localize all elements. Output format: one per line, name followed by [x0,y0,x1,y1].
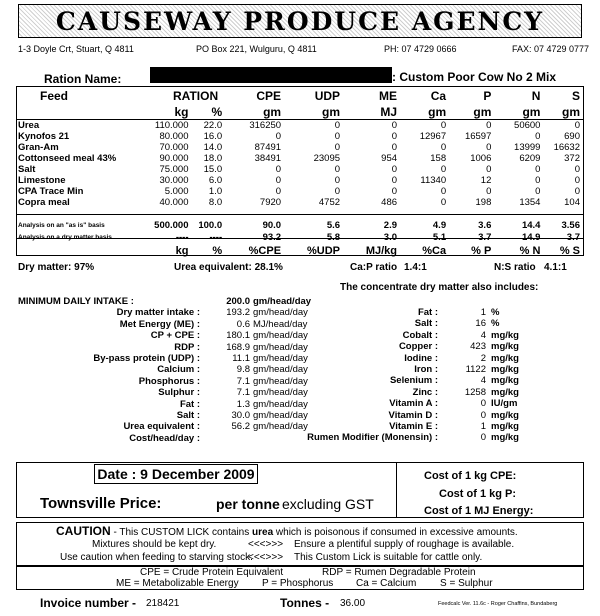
feed-value: 16632 [553,142,580,153]
pricing-divider [396,462,397,518]
as-is-p: 3.6 [478,220,492,231]
concentrate-value: 1 [480,307,486,318]
dry-me: 3.0 [383,231,398,243]
footer-unit-me: MJ/kg [365,244,398,257]
feed-value: 0 [334,131,341,142]
software-version: Feedcalc Ver. 11.6c - Roger Chaffins, Bundaberg [438,601,558,607]
feed-value: 75.000 [159,164,189,175]
feed-value: 0 [535,186,541,197]
min-intake-label: RDP : [174,341,200,353]
concentrate-row [290,432,546,443]
feed-value: 7920 [259,197,282,208]
min-intake-row [18,433,330,444]
min-intake-row [18,330,330,341]
feed-value: 0 [275,175,282,186]
concentrate-value: 0 [480,432,486,444]
feed-value: 80.000 [159,131,189,142]
feed-value: 40.000 [159,197,189,208]
min-intake-unit: gm/head/day [253,307,308,319]
dry-matter-summary: Dry matter: 97% [18,262,95,273]
col-header-me: ME [379,88,398,103]
as-is-s: 3.56 [561,220,580,231]
min-intake-unit: gm/head/day [253,387,308,399]
concentrate-row [290,364,546,375]
feed-value: 50600 [514,120,541,131]
feed-value: 11340 [420,175,447,186]
concentrate-label: Vitamin A : [389,398,438,410]
unit-s: gm [562,104,580,119]
feed-row [18,186,582,197]
feed-value: 0 [440,164,447,175]
min-intake-value: 30.0 [231,410,250,422]
invoice-label: Invoice number - [40,596,137,610]
footer-unit-kg: kg [175,244,189,257]
col-header-p: P [483,88,492,103]
concentrate-value: 0 [480,398,486,410]
feed-name: Kynofos 21 [18,131,70,142]
dry-percent: ---- [209,231,223,243]
concentrate-unit: IU/gm [491,398,518,410]
concentrate-unit: mg/kg [491,375,519,387]
min-intake-value: 7.1 [236,387,250,399]
unit-p: gm [473,104,492,119]
min-intake-row [18,399,330,410]
min-intake-label: Urea equivalent : [123,421,200,433]
concentrate-row [290,330,546,341]
feed-value: 0 [391,142,398,153]
legend-s: S = Sulphur [440,578,493,589]
min-intake-row [18,387,330,398]
min-intake-unit: gm/head/day [253,353,308,365]
feed-value: 1354 [519,197,541,208]
min-intake-label: Cost/head/day : [129,432,200,444]
feed-value: 16.0 [203,131,223,142]
caution-starving: Use caution when feeding to starving stock. [60,552,253,563]
as-is-me: 2.9 [383,220,398,231]
concentrate-label: Zinc : [412,386,438,398]
company-title-banner [18,4,582,38]
feed-value: 16597 [464,131,492,142]
footer-unit-n: % N [519,244,541,257]
feed-value: 70.000 [159,142,189,153]
as-is-percent: 100.0 [198,220,223,231]
ca-p-ratio-label: Ca:P ratio [350,262,398,273]
min-intake-row [18,364,330,375]
cost-me: Cost of 1 MJ Energy: [424,505,534,517]
min-intake-label: CP + CPE : [150,330,200,342]
concentrate-row [290,341,546,352]
min-intake-row [18,421,330,432]
feed-value: 0 [486,142,492,153]
concentrate-row [290,375,546,386]
min-intake-value: 56.2 [231,421,250,433]
unit-udp: gm [322,104,341,119]
feed-value: 0 [275,186,282,197]
feed-value: 0 [574,186,580,197]
concentrate-value: 16 [475,318,486,330]
min-intake-value: 180.1 [226,330,250,342]
unit-ca: gm [428,104,447,119]
feed-value: 0 [486,164,492,175]
feed-value: 12967 [419,131,447,142]
min-intake-row [18,410,330,421]
concentrate-unit: % [491,318,500,330]
concentrate-row [290,387,546,398]
concentrate-value: 1122 [465,364,486,376]
feed-value: 486 [381,197,398,208]
urea-equivalent-summary: Urea equivalent: 28.1% [174,262,283,273]
feed-value: 23095 [313,153,341,164]
minimum-intake-table [18,296,330,444]
feed-name: Cottonseed meal 43% [18,153,117,164]
feed-value: 0 [334,186,341,197]
concentrate-value: 1258 [464,386,486,398]
feed-value: 372 [564,153,580,164]
col-header-s: S [571,88,580,103]
dry-label: Analysis on a dry matter basis [18,233,112,241]
feed-name: CPA Trace Min [18,186,84,197]
concentrate-label: Salt : [414,318,438,330]
price-label: Townsville Price: [40,495,162,512]
min-intake-row [18,353,330,364]
min-intake-label: Salt : [176,410,200,422]
company-name: CAUSEWAY PRODUCE AGENCY [55,6,545,36]
date-box: Date : 9 December 2009 [94,464,258,484]
footer-unit-s: % S [559,244,580,257]
legend-me: ME = Metabolizable Energy [116,578,239,589]
feed-value: 0 [535,175,541,186]
company-address: 1-3 Doyle Crt, Stuart, Q 4811 [18,44,134,54]
min-intake-heading: MINIMUM DAILY INTAKE : [18,296,134,307]
col-header-ca: Ca [430,88,447,103]
concentrate-label: Iron : [414,364,438,376]
legend-rdp: RDP = Rumen Degradable Protein [322,567,476,578]
as-is-kg: 500.000 [154,220,189,231]
concentrate-row [290,318,546,329]
feed-value: 5.000 [164,186,189,197]
concentrate-heading: The concentrate dry matter also includes: [340,282,539,293]
feed-value: 87491 [254,142,282,153]
caution-sep-2: <<<>>> [248,552,284,563]
min-intake-unit: gm/head/day [253,330,308,342]
feed-value: 6209 [519,153,541,164]
price-per-tonne: per tonne [216,496,280,512]
invoice-number: 218421 [146,598,180,609]
footer-unit-cpe: %CPE [248,244,282,257]
as-is-n: 14.4 [521,220,541,231]
feed-value: 12 [480,175,492,186]
concentrate-table [290,307,546,444]
cost-p: Cost of 1 kg P: [439,488,517,500]
tonnes-value: 36.00 [340,598,366,609]
feed-value: 13999 [514,142,541,153]
price-gst: excluding GST [282,496,374,512]
feed-table [18,88,582,259]
caution-dry: Mixtures should be kept dry. [92,539,217,550]
concentrate-unit: mg/kg [491,432,519,444]
company-phone: PH: 07 4729 0666 [384,44,457,54]
feed-row [18,197,582,208]
feed-value: 18.0 [203,153,223,164]
feed-row [18,120,582,131]
caution-text-2: which is poisonous if consumed in excessive amounts. [273,527,518,538]
concentrate-unit: mg/kg [491,386,519,398]
caution-sep-1: <<<>>> [248,539,284,550]
feed-value: 22.0 [203,120,223,131]
caution-cattle: This Custom Lick is suitable for cattle only. [294,552,483,563]
concentrate-unit: mg/kg [491,421,519,433]
ration-name-label: Ration Name: [44,72,122,86]
min-intake-unit: gm/head/day [253,375,308,387]
min-intake-unit: gm/head/day [253,296,312,307]
feed-value: 6.0 [208,175,223,186]
min-intake-unit: gm/head/day [253,421,308,433]
as-is-row [18,220,582,231]
concentrate-value: 4 [480,375,486,387]
concentrate-row [290,421,546,432]
concentrate-label: Iodine : [404,352,438,364]
tonnes-label: Tonnes - [280,596,330,610]
footer-unit-p: % P [471,244,492,257]
feed-value: 104 [564,197,580,208]
dry-udp: 5.8 [326,231,341,243]
min-intake-value: 1.3 [236,398,250,410]
feed-name: Gran-Am [18,142,59,153]
feed-value: 316250 [249,120,282,131]
concentrate-label: Rumen Modifier (Monensin) : [307,432,438,444]
min-intake-label: Met Energy (ME) : [119,318,200,330]
col-header-cpe: CPE [256,88,282,103]
feed-row [18,153,582,164]
feed-value: 0 [391,175,398,186]
col-header-n: N [531,88,541,103]
feed-value: 0 [334,120,341,131]
min-intake-label: Fat : [179,398,200,410]
col-header-ration: RATION [173,88,219,103]
dry-n: 14.9 [521,231,541,243]
company-po-box: PO Box 221, Wulguru, Q 4811 [196,44,317,54]
concentrate-unit: mg/kg [491,409,519,421]
feed-value: 0 [535,131,541,142]
feed-value: 0 [440,142,447,153]
concentrate-row [290,398,546,409]
feed-value: 0 [440,186,447,197]
feed-value: 38491 [254,153,282,164]
min-intake-value [202,433,250,444]
concentrate-label: Copper : [398,341,438,353]
dry-kg: ---- [175,231,189,243]
feed-value: 8.0 [208,197,223,208]
feed-name: Urea [18,120,40,131]
feed-value: 158 [430,153,447,164]
feed-value: 90.000 [159,153,189,164]
dry-p: 3.7 [478,231,492,243]
feed-value: 1006 [470,153,492,164]
feed-value: 0 [334,164,341,175]
min-intake-unit: gm/head/day [253,398,308,410]
feed-value: 30.000 [159,175,189,186]
legend-p: P = Phosphorus [262,578,334,589]
min-intake-label: Dry matter intake : [116,307,200,319]
as-is-label: Analysis on an "as is" basis [18,222,105,229]
company-fax: FAX: 07 4729 0777 [512,44,590,54]
feed-value: 15.0 [203,164,223,175]
dry-cpe: 93.2 [262,231,282,243]
unit-cpe: gm [263,104,282,119]
feed-name: Salt [18,164,36,175]
feed-row [18,142,582,153]
concentrate-label: Selenium : [389,375,438,387]
feed-value: 198 [475,197,492,208]
col-header-feed: Feed [40,88,69,103]
unit-kg: kg [174,104,189,119]
feed-value: 0 [574,120,580,131]
min-intake-row [18,307,330,318]
feed-value: 0 [574,175,580,186]
feed-value: 690 [564,131,580,142]
concentrate-row [290,410,546,421]
feed-value: 0 [574,164,580,175]
feed-value: 0 [391,120,398,131]
feed-row [18,175,582,186]
caution-lead: CAUTION [56,524,111,538]
concentrate-label: Vitamin D : [388,409,438,421]
caution-line-1 [56,524,518,538]
redacted-customer-name [150,67,392,83]
feed-value: 0 [275,131,282,142]
ns-ratio-value: 4.1:1 [544,262,567,273]
feed-name: Limestone [18,175,66,186]
concentrate-unit: % [491,307,500,318]
as-is-udp: 5.6 [326,220,341,231]
feed-value: 0 [486,120,492,131]
min-intake-label: By-pass protein (UDP) : [93,353,200,365]
footer-unit-ca: %Ca [422,244,447,257]
dry-matter-row [18,231,582,243]
caution-urea: urea [252,527,274,538]
as-is-ca: 4.9 [432,220,447,231]
feed-value: 0 [334,175,341,186]
min-intake-row [18,376,330,387]
feed-value: 0 [334,142,341,153]
concentrate-unit: mg/kg [491,364,519,376]
legend-cpe: CPE = Crude Protein Equivalent [140,567,284,578]
min-intake-unit: gm/head/day [253,364,308,376]
ns-ratio-label: N:S ratio [494,262,536,273]
min-intake-label: Phosphorus : [138,375,200,387]
concentrate-value: 1 [480,421,486,433]
feed-name: Copra meal [18,197,70,208]
min-intake-unit: gm/head/day [253,341,308,353]
min-intake-value: 11.1 [232,353,250,365]
footer-unit-percent: % [212,244,223,257]
feed-value: 110.000 [154,120,189,131]
min-intake-unit: gm/head/day [253,410,308,422]
min-intake-label: Calcium : [157,364,200,376]
min-intake-value: 168.9 [226,341,250,353]
min-intake-value: 9.8 [236,364,250,376]
unit-n: gm [522,104,541,119]
unit-percent: % [211,104,223,119]
feed-value: 0 [391,164,398,175]
concentrate-value: 2 [480,352,486,364]
feed-value: 0 [535,164,541,175]
min-intake-row [18,319,330,330]
feed-value: 0 [391,131,398,142]
concentrate-row [290,307,546,318]
as-is-cpe: 90.0 [262,220,282,231]
feed-value: 0 [275,164,282,175]
min-intake-value: 0.6 [236,318,250,330]
feed-value: 0 [486,186,492,197]
feed-value: 954 [381,153,398,164]
feed-value: 4752 [318,197,341,208]
feed-value: 0 [440,197,447,208]
feed-row [18,131,582,142]
concentrate-value: 4 [480,329,486,341]
concentrate-label: Cobalt : [402,329,438,341]
feed-row [18,164,582,175]
min-intake-value: 200.0 [226,296,250,307]
feed-value: 0 [440,120,447,131]
caution-text-1: - This CUSTOM LICK contains [110,527,253,538]
feed-value: 1.0 [208,186,223,197]
min-intake-row [18,342,330,353]
min-intake-label: Sulphur : [158,387,200,399]
concentrate-label: Vitamin E : [389,421,438,433]
min-intake-value: 193.2 [226,307,250,319]
legend-ca: Ca = Calcium [356,578,417,589]
footer-unit-udp: %UDP [307,244,341,257]
min-intake-unit: MJ/head/day [253,318,308,330]
concentrate-value: 423 [470,341,486,353]
ca-p-ratio-value: 1.4:1 [404,262,427,273]
concentrate-unit: mg/kg [491,329,519,341]
feed-value: 14.0 [203,142,223,153]
concentrate-unit: mg/kg [491,341,519,353]
ration-name-value: : Custom Poor Cow No 2 Mix [392,70,557,84]
concentrate-value: 0 [480,409,486,421]
dry-ca: 5.1 [432,231,447,243]
footer-units-row [18,243,582,259]
concentrate-row [290,353,546,364]
min-intake-value: 7.1 [236,375,250,387]
unit-me: MJ [380,104,398,119]
concentrate-unit: mg/kg [491,352,519,364]
concentrate-label: Fat : [417,307,438,318]
caution-roughage: Ensure a plentiful supply of roughage is available. [294,539,515,550]
col-header-udp: UDP [314,88,341,103]
feed-value: 0 [391,186,398,197]
dry-s: 3.7 [566,231,580,243]
cost-cpe: Cost of 1 kg CPE: [424,470,517,482]
